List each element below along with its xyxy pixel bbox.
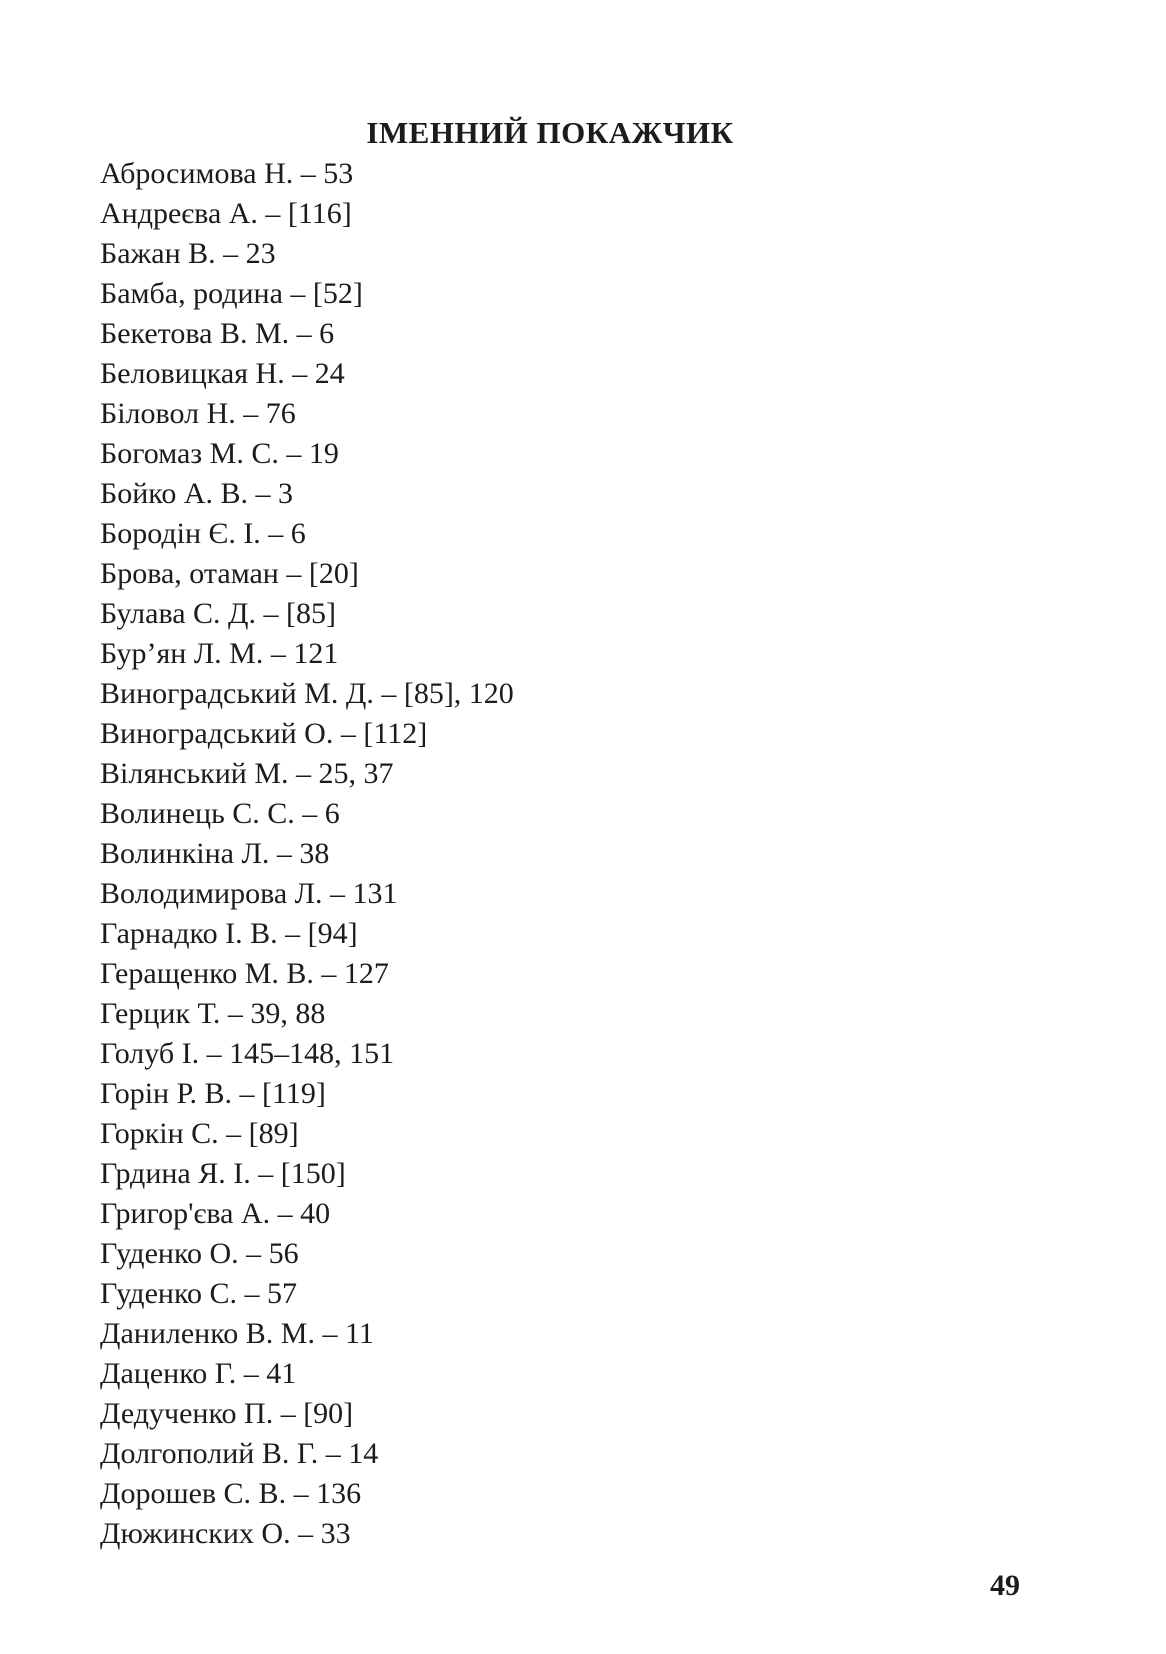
index-entry: Булава С. Д. – [85] <box>100 597 336 630</box>
index-entry: Григор'єва А. – 40 <box>100 1197 331 1230</box>
index-entry: Герцик Т. – 39, 88 <box>100 997 326 1030</box>
index-entry: Абросимова Н. – 53 <box>100 157 354 190</box>
index-entry: Бекетова В. М. – 6 <box>100 317 335 350</box>
index-entry: Гуденко С. – 57 <box>100 1277 298 1310</box>
index-entry: Геращенко М. В. – 127 <box>100 957 389 990</box>
index-entry: Бур’ян Л. М. – 121 <box>100 637 339 670</box>
index-entry: Богомаз М. С. – 19 <box>100 437 339 470</box>
index-entry: Голуб І. – 145–148, 151 <box>100 1037 395 1070</box>
index-entry: Біловол Н. – 76 <box>100 397 296 430</box>
index-entry: Даценко Г. – 41 <box>100 1357 297 1390</box>
index-entry: Грдина Я. І. – [150] <box>100 1157 346 1190</box>
index-entry: Беловицкая Н. – 24 <box>100 357 345 390</box>
index-entry: Гуденко О. – 56 <box>100 1237 299 1270</box>
index-entry: Горкін С. – [89] <box>100 1117 299 1150</box>
index-entry: Дюжинских О. – 33 <box>100 1517 351 1550</box>
index-entry: Виноградський О. – [112] <box>100 717 428 750</box>
index-entry: Волинкіна Л. – 38 <box>100 837 330 870</box>
index-entry: Бойко А. В. – 3 <box>100 477 294 510</box>
index-entry: Горін Р. В. – [119] <box>100 1077 326 1110</box>
page-title: ІМЕННИЙ ПОКАЖЧИК <box>366 114 734 150</box>
index-entry: Дорошев С. В. – 136 <box>100 1477 362 1510</box>
index-entry: Долгополий В. Г. – 14 <box>100 1437 379 1470</box>
index-entry: Дедученко П. – [90] <box>100 1397 354 1430</box>
index-entry: Бажан В. – 23 <box>100 237 276 270</box>
index-entry: Даниленко В. М. – 11 <box>100 1317 374 1350</box>
name-index-list <box>100 154 514 1554</box>
index-entry: Гарнадко І. В. – [94] <box>100 917 358 950</box>
page-number: 49 <box>990 1569 1020 1602</box>
index-entry: Володимирова Л. – 131 <box>100 877 398 910</box>
index-entry: Виноградський М. Д. – [85], 120 <box>100 677 514 710</box>
index-entry: Вілянський М. – 25, 37 <box>100 757 394 790</box>
index-entry: Бамба, родина – [52] <box>100 277 363 310</box>
index-entry: Андреєва А. – [116] <box>100 197 352 230</box>
index-entry: Волинець С. С. – 6 <box>100 797 340 830</box>
index-entry: Брова, отаман – [20] <box>100 557 359 590</box>
index-entry: Бородін Є. І. – 6 <box>100 517 306 550</box>
